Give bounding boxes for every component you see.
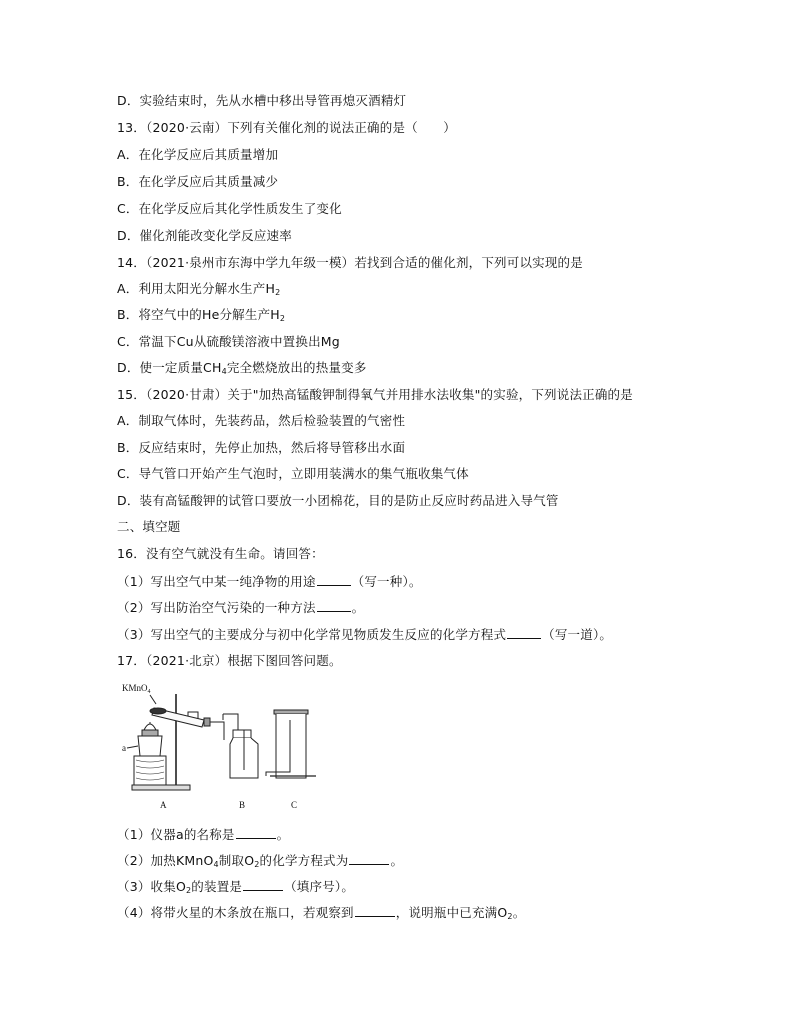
answer-blank[interactable]	[236, 826, 276, 839]
answer-blank[interactable]	[243, 878, 283, 891]
label-a: a	[122, 743, 126, 753]
q15-option-a: A．制取气体时，先装药品，然后检验装置的气密性	[117, 413, 406, 428]
q13-option-a: A．在化学反应后其质量增加	[117, 147, 279, 162]
q17-part-2: （2）加热KMnO$_4$制取$O_2$的化学方程式为 。	[117, 853, 404, 869]
kmno4-label: KMnO$_4$	[122, 683, 151, 695]
q17-stem: 17．（2021·北京）根据下图回答问题。	[117, 653, 342, 668]
q13-option-b: B．在化学反应后其质量减少	[117, 174, 279, 189]
label-A: A	[160, 800, 167, 810]
answer-blank[interactable]	[317, 599, 351, 612]
q13-stem: 13．（2020·云南）下列有关催化剂的说法正确的是（ ）	[117, 120, 456, 135]
answer-blank[interactable]	[349, 852, 389, 865]
q16-part-2: （2）写出防治空气污染的一种方法 。	[117, 600, 365, 615]
q14-option-c: C．常温下Cu从硫酸镁溶液中置换出Mg	[117, 334, 340, 349]
q14-option-a: A．利用太阳光分解水生产$H_2$	[117, 281, 281, 297]
q15-stem: 15．（2020·甘肃）关于"加热高锰酸钾制得氧气并用排水法收集"的实验，下列说法正确的是	[117, 387, 633, 402]
q17-part-1: （1）仪器a的名称是 。	[117, 827, 290, 842]
q16-part-1: （1）写出空气中某一纯净物的用途 （写一种）。	[117, 574, 422, 589]
q16-part-3: （3）写出空气的主要成分与初中化学常见物质发生反应的化学方程式 （写一道）。	[117, 627, 613, 642]
section-title: 二、填空题	[117, 519, 181, 534]
q15-option-b: B．反应结束时，先停止加热，然后将导管移出水面	[117, 440, 406, 455]
q17-part-4: （4）将带火星的木条放在瓶口，若观察到 ，说明瓶中已充满$O_2$。	[117, 905, 526, 921]
q15-option-d: D．装有高锰酸钾的试管口要放一小团棉花，目的是防止反应时药品进入导气管	[117, 493, 559, 508]
q14-stem: 14．（2021·泉州市东海中学九年级一模）若找到合适的催化剂，下列可以实现的是	[117, 255, 583, 270]
q13-option-c: C．在化学反应后其化学性质发生了变化	[117, 201, 342, 216]
q14-option-b: B．将空气中的He分解生产$H_2$	[117, 307, 286, 323]
answer-blank[interactable]	[507, 626, 541, 639]
q16-stem: 16．没有空气就没有生命。请回答：	[117, 546, 324, 561]
lab-apparatus-figure	[120, 680, 330, 812]
q17-part-3: （3）收集$O_2$的装置是 （填序号）。	[117, 879, 355, 895]
label-B: B	[239, 800, 246, 810]
q13-option-d: D．催化剂能改变化学反应速率	[117, 228, 292, 243]
q12-option-d: D．实验结束时，先从水槽中移出导管再熄灭酒精灯	[117, 93, 407, 108]
label-C: C	[291, 800, 298, 810]
q15-option-c: C．导气管口开始产生气泡时，立即用装满水的集气瓶收集气体	[117, 466, 469, 481]
answer-blank[interactable]	[355, 904, 395, 917]
answer-blank[interactable]	[317, 573, 351, 586]
q14-option-d: D．使一定质量$CH_4$完全燃烧放出的热量变多	[117, 360, 367, 376]
